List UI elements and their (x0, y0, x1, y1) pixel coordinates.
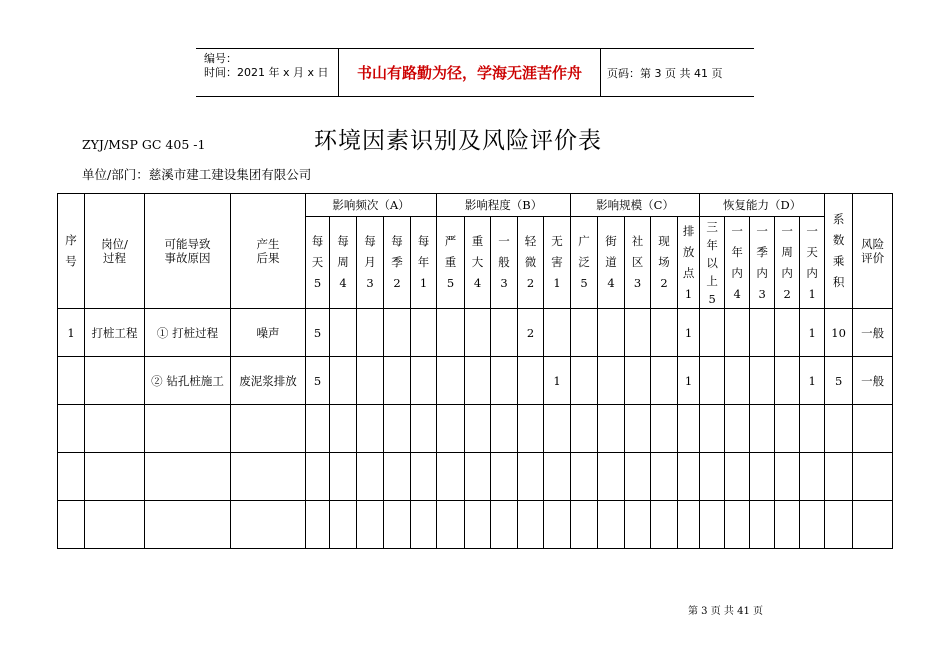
cell-product (825, 501, 853, 549)
subcol-header-d5: 一天内1 (800, 217, 825, 309)
subcol-header-c4: 现场2 (651, 217, 678, 309)
cell-a5 (411, 357, 437, 405)
cell-result (231, 405, 306, 453)
cell-a1 (306, 405, 330, 453)
cell-cause (145, 405, 231, 453)
col-eval-header: 风险评价 (853, 194, 893, 309)
cell-c1 (571, 405, 598, 453)
col-post-header: 岗位/过程 (85, 194, 145, 309)
cell-a2 (330, 309, 357, 357)
cell-d3 (750, 405, 775, 453)
cell-a1: 5 (306, 357, 330, 405)
cell-b5 (544, 501, 571, 549)
cell-a3 (357, 309, 384, 357)
cell-b1 (437, 453, 465, 501)
cell-b1 (437, 501, 465, 549)
cell-seq (58, 453, 85, 501)
cell-cause: ① 打桩过程 (145, 309, 231, 357)
cell-d1 (700, 405, 725, 453)
cell-c3 (625, 405, 651, 453)
cell-c4 (651, 405, 678, 453)
cell-b3 (491, 501, 518, 549)
subcol-header-d2: 一年内4 (725, 217, 750, 309)
cell-a4 (384, 501, 411, 549)
cell-c1 (571, 501, 598, 549)
table-row (58, 405, 893, 453)
group-a-header: 影响频次（A） (306, 194, 437, 217)
risk-table (57, 193, 893, 549)
cell-c3 (625, 309, 651, 357)
page-title: 环境因素识别及风险评价表 (314, 128, 602, 154)
cell-a2 (330, 405, 357, 453)
cell-result (231, 501, 306, 549)
cell-d3 (750, 501, 775, 549)
cell-d4 (775, 501, 800, 549)
cell-a4 (384, 405, 411, 453)
cell-c5 (678, 405, 700, 453)
subcol-header-b1: 严重5 (437, 217, 465, 309)
cell-a3 (357, 357, 384, 405)
subcol-header-d3: 一季内3 (750, 217, 775, 309)
cell-b3 (491, 357, 518, 405)
cell-eval (853, 405, 893, 453)
cell-d1 (700, 309, 725, 357)
cell-eval: 一般 (853, 357, 893, 405)
cell-b3 (491, 309, 518, 357)
cell-result: 噪声 (231, 309, 306, 357)
col-cause-header: 可能导致事故原因 (145, 194, 231, 309)
cell-a2 (330, 357, 357, 405)
cell-a5 (411, 501, 437, 549)
cell-d5: 1 (800, 309, 825, 357)
cell-post (85, 453, 145, 501)
cell-b3 (491, 453, 518, 501)
subcol-header-c5: 排放点1 (678, 217, 700, 309)
cell-a1 (306, 501, 330, 549)
cell-c5 (678, 453, 700, 501)
cell-c1 (571, 309, 598, 357)
cell-d2 (725, 309, 750, 357)
cell-seq (58, 357, 85, 405)
cell-b5: 1 (544, 357, 571, 405)
cell-eval (853, 453, 893, 501)
cell-a4 (384, 309, 411, 357)
number-label: 编号： (204, 52, 237, 65)
cell-cause: ② 钻孔桩施工 (145, 357, 231, 405)
cell-a5 (411, 453, 437, 501)
cell-d2 (725, 453, 750, 501)
cell-a3 (357, 501, 384, 549)
cell-c2 (598, 357, 625, 405)
subcol-header-b5: 无害1 (544, 217, 571, 309)
header-row-groups (58, 194, 893, 217)
cell-c5: 1 (678, 309, 700, 357)
cell-c2 (598, 309, 625, 357)
cell-d5 (800, 501, 825, 549)
cell-post (85, 501, 145, 549)
table-row (58, 309, 893, 357)
cell-b4: 2 (518, 309, 544, 357)
cell-a5 (411, 309, 437, 357)
cell-d4 (775, 453, 800, 501)
cell-d1 (700, 357, 725, 405)
cell-b4 (518, 501, 544, 549)
cell-a1: 5 (306, 309, 330, 357)
cell-d2 (725, 357, 750, 405)
col-seq-header: 序号 (58, 194, 85, 309)
subcol-header-c2: 街道4 (598, 217, 625, 309)
cell-c3 (625, 501, 651, 549)
cell-c4 (651, 309, 678, 357)
table-row (58, 501, 893, 549)
cell-cause (145, 501, 231, 549)
cell-d2 (725, 501, 750, 549)
cell-b1 (437, 309, 465, 357)
subcol-header-d4: 一周内2 (775, 217, 800, 309)
cell-b5 (544, 309, 571, 357)
cell-d4 (775, 405, 800, 453)
subcol-header-c3: 社区3 (625, 217, 651, 309)
cell-cause (145, 453, 231, 501)
cell-c3 (625, 453, 651, 501)
cell-d4 (775, 309, 800, 357)
cell-a2 (330, 501, 357, 549)
cell-eval (853, 501, 893, 549)
group-b-header: 影响程度（B） (437, 194, 571, 217)
subcol-header-d1: 三年以上5 (700, 217, 725, 309)
cell-d4 (775, 357, 800, 405)
motto: 书山有路勤为径，学海无涯苦作舟 (338, 49, 601, 96)
cell-a4 (384, 357, 411, 405)
cell-b4 (518, 405, 544, 453)
cell-product: 5 (825, 357, 853, 405)
cell-seq (58, 405, 85, 453)
cell-a5 (411, 405, 437, 453)
subcol-header-a1: 每天5 (306, 217, 330, 309)
subcol-header-a5: 每年1 (411, 217, 437, 309)
time-label: 时间：2021 年 x 月 x 日 (204, 66, 329, 79)
subcol-header-a2: 每周4 (330, 217, 357, 309)
subcol-header-b2: 重大4 (465, 217, 491, 309)
cell-eval: 一般 (853, 309, 893, 357)
document-code: ZYJ/MSP GC 405 -1 (82, 137, 206, 152)
page-footer: 第 3 页 共 41 页 (688, 606, 763, 617)
document-header (196, 48, 754, 97)
cell-d3 (750, 453, 775, 501)
cell-b3 (491, 405, 518, 453)
cell-d5 (800, 405, 825, 453)
cell-b4 (518, 453, 544, 501)
cell-post (85, 405, 145, 453)
cell-result (231, 453, 306, 501)
cell-d2 (725, 405, 750, 453)
group-d-header: 恢复能力（D） (700, 194, 825, 217)
unit-label: 单位/部门：慈溪市建工建设集团有限公司 (82, 167, 312, 182)
cell-b2 (465, 405, 491, 453)
col-product-header: 系数乘积 (825, 194, 853, 309)
group-c-header: 影响规模（C） (571, 194, 700, 217)
table-row (58, 453, 893, 501)
cell-b2 (465, 309, 491, 357)
cell-post: 打桩工程 (85, 309, 145, 357)
subcol-header-b4: 轻微2 (518, 217, 544, 309)
cell-d5: 1 (800, 357, 825, 405)
cell-c2 (598, 453, 625, 501)
cell-product (825, 405, 853, 453)
cell-c3 (625, 357, 651, 405)
cell-b2 (465, 501, 491, 549)
col-result-header: 产生后果 (231, 194, 306, 309)
header-info (196, 49, 338, 96)
cell-a2 (330, 453, 357, 501)
subcol-header-a3: 每月3 (357, 217, 384, 309)
cell-a3 (357, 453, 384, 501)
cell-b2 (465, 357, 491, 405)
cell-c1 (571, 357, 598, 405)
subcol-header-c1: 广泛5 (571, 217, 598, 309)
cell-product: 10 (825, 309, 853, 357)
cell-d3 (750, 357, 775, 405)
cell-c5: 1 (678, 357, 700, 405)
subcol-header-a4: 每季2 (384, 217, 411, 309)
cell-b2 (465, 453, 491, 501)
cell-a4 (384, 453, 411, 501)
cell-seq: 1 (58, 309, 85, 357)
cell-c4 (651, 501, 678, 549)
cell-c4 (651, 453, 678, 501)
subcol-header-b3: 一般3 (491, 217, 518, 309)
cell-b5 (544, 453, 571, 501)
cell-d5 (800, 453, 825, 501)
cell-b4 (518, 357, 544, 405)
cell-post (85, 357, 145, 405)
cell-d3 (750, 309, 775, 357)
cell-c2 (598, 405, 625, 453)
cell-seq (58, 501, 85, 549)
cell-d1 (700, 501, 725, 549)
page-code: 页码：第 3 页 共 41 页 (607, 66, 723, 80)
cell-c2 (598, 501, 625, 549)
table-row (58, 357, 893, 405)
cell-result: 废泥浆排放 (231, 357, 306, 405)
cell-c4 (651, 357, 678, 405)
cell-a3 (357, 405, 384, 453)
cell-d1 (700, 453, 725, 501)
cell-c1 (571, 453, 598, 501)
cell-product (825, 453, 853, 501)
cell-b1 (437, 357, 465, 405)
cell-b1 (437, 405, 465, 453)
cell-b5 (544, 405, 571, 453)
cell-a1 (306, 453, 330, 501)
cell-c5 (678, 501, 700, 549)
